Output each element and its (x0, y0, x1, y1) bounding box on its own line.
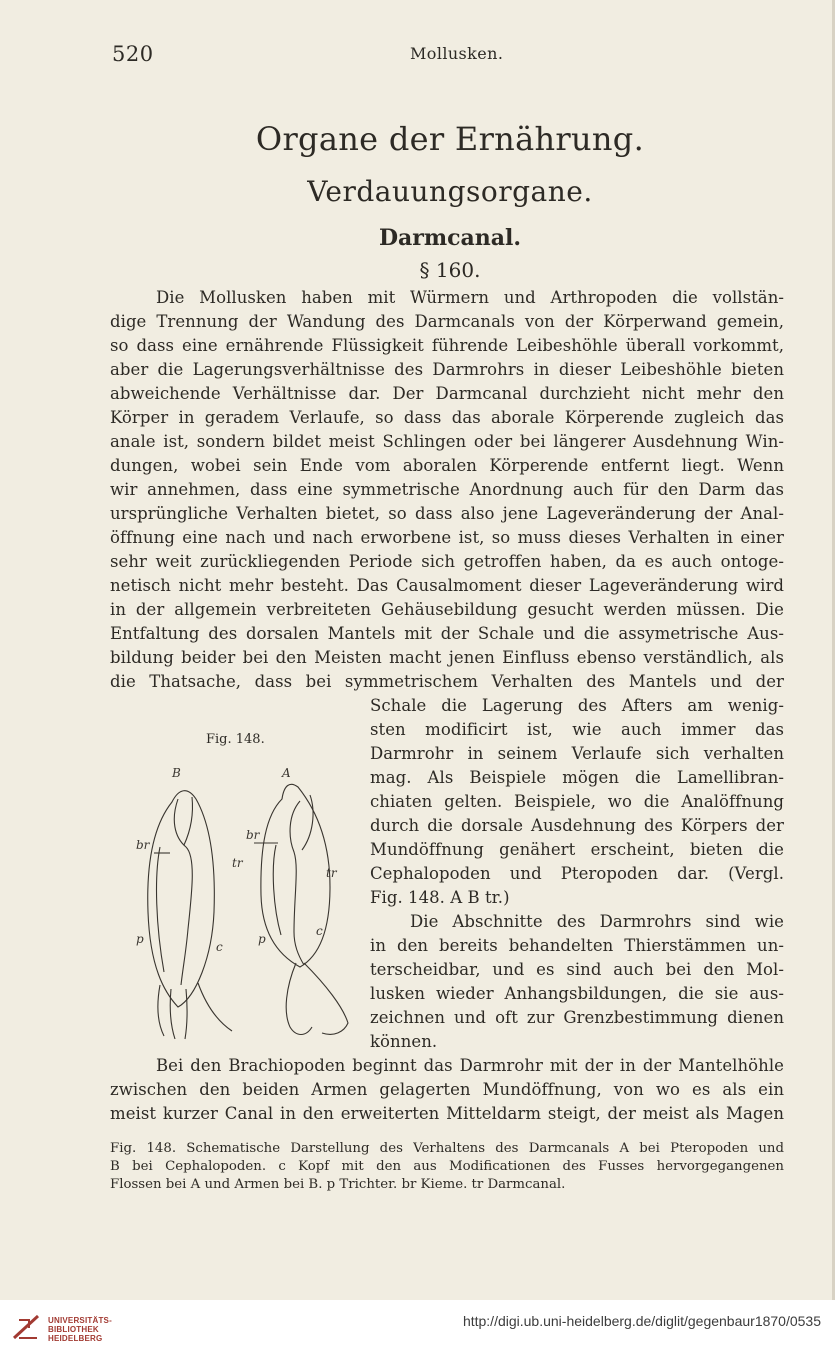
figure-label-c-right: c (316, 924, 323, 938)
logo-text-line: UNIVERSITÄTS- (48, 1316, 112, 1325)
body-line: dige Trennung der Wandung des Darmcanals von der Körperwand gemein, (110, 312, 784, 331)
figure-label-p-left: p (136, 932, 144, 946)
main-heading: Organe der Ernährung. (255, 120, 645, 158)
side-line: Cephalopoden und Pteropoden dar. (Vergl. (370, 864, 784, 883)
side-line: in den bereits behandelten Thierstämmen un- (370, 936, 784, 955)
body-line: Die Mollusken haben mit Würmern und Arthropoden die vollstän- (156, 288, 784, 307)
body-line: so dass eine ernährende Flüssigkeit führende Leibeshöhle überall vorkommt, (110, 336, 784, 355)
figure-label: Fig. 148. (206, 732, 265, 747)
figure-b-inner-contour (157, 847, 164, 972)
figure-a-intestine-inner (302, 795, 313, 850)
figure-b-arm-1 (158, 985, 164, 1036)
figure-label-a: A (282, 766, 291, 780)
figure-148-illustration (136, 757, 374, 1041)
figure-caption-line: Fig. 148. Schematische Darstellung des Verhaltens des Darmcanals A bei Pteropoden und (110, 1141, 784, 1156)
figure-b-arm-2 (170, 989, 175, 1039)
figure-label-tr-left: tr (232, 856, 243, 870)
logo-text-line: HEIDELBERG (48, 1334, 103, 1343)
figure-b-arm-4 (198, 983, 232, 1031)
body-line: die Thatsache, dass bei symmetrischem Verhalten des Mantels und der (110, 672, 784, 691)
body-line: netisch nicht mehr besteht. Das Causalmoment dieser Lageveränderung wird (110, 576, 784, 595)
body-line: Körper in geradem Verlaufe, so dass das aborale Körperende zugleich das (110, 408, 784, 427)
figure-label-tr-right: tr (326, 866, 337, 880)
figure-b-body-outline (148, 791, 215, 1007)
running-title: Mollusken. (410, 44, 504, 63)
side-line: chiaten gelten. Beispiele, wo die Analöffnung (370, 792, 784, 811)
body-line: dungen, wobei sein Ende vom aboralen Körperende entfernt liegt. Wenn (110, 456, 784, 475)
side-line: terscheidbar, und es sind auch bei den Mol- (370, 960, 784, 979)
body-line: ursprüngliche Verhalten bietet, so dass also jene Lageveränderung der Anal- (110, 504, 784, 523)
figure-caption-line: B bei Cephalopoden. c Kopf mit den aus Modificationen des Fusses hervorgegangenen (110, 1159, 784, 1174)
side-line: Die Abschnitte des Darmrohrs sind wie (410, 912, 784, 931)
body-line: sehr weit zurückliegenden Periode sich getroffen haben, da es auch ontoge- (110, 552, 784, 571)
figure-label-c-left: c (216, 940, 223, 954)
side-line: Schale die Lagerung des Afters am wenig- (370, 696, 784, 715)
side-line: mag. Als Beispiele mögen die Lamellibran- (370, 768, 784, 787)
body-line: meist kurzer Canal in den erweiterten Mitteldarm steigt, der meist als Magen (110, 1104, 784, 1123)
side-line: Mundöffnung genähert erscheint, bieten die (370, 840, 784, 859)
figure-b-intestine (174, 799, 192, 985)
side-line: lusken wieder Anhangsbildungen, die sie aus- (370, 984, 784, 1003)
body-line: wir annehmen, dass eine symmetrische Anordnung auch für den Darm das (110, 480, 784, 499)
section-heading: Verdauungsorgane. (307, 175, 593, 208)
figure-a-fin-left (286, 963, 312, 1035)
library-logo-icon (10, 1311, 42, 1343)
footer-bar (0, 1300, 835, 1361)
body-line: anale ist, sondern bildet meist Schlingen oder bei längerer Ausdehnung Win- (110, 432, 784, 451)
figure-a-body-outline (261, 784, 330, 967)
logo-text-line: BIBLIOTHEK (48, 1325, 99, 1334)
figure-b-arm-3 (185, 989, 187, 1039)
body-line: bildung beider bei den Meisten macht jenen Einfluss ebenso verständlich, als (110, 648, 784, 667)
side-line: Fig. 148. A B tr.) (370, 888, 510, 907)
library-logo-text (48, 1316, 112, 1343)
source-url: http://digi.ub.uni-heidelberg.de/diglit/gegenbaur1870/0535 (462, 1313, 821, 1329)
body-line: Bei den Brachiopoden beginnt das Darmrohr mit der in der Mantelhöhle (156, 1056, 784, 1075)
side-line: zeichnen und oft zur Grenzbestimmung dienen (370, 1008, 784, 1027)
figure-label-br-left: br (136, 838, 150, 852)
paragraph-number: § 160. (419, 258, 481, 282)
figure-a-inner-contour (273, 845, 281, 935)
side-line: sten modificirt ist, wie auch immer das (370, 720, 784, 739)
figure-label-b: B (172, 766, 181, 780)
figure-caption-line: Flossen bei A und Armen bei B. p Trichter. br Kieme. tr Darmcanal. (110, 1177, 566, 1192)
body-line: zwischen den beiden Armen gelagerten Mundöffnung, von wo es als ein (110, 1080, 784, 1099)
subsection-heading: Darmcanal. (378, 225, 522, 251)
figure-b-intestine-inner (184, 797, 193, 845)
body-line: aber die Lagerungsverhältnisse des Darmrohrs in dieser Leibeshöhle bieten (110, 360, 784, 379)
figure-a-fin-right (304, 963, 348, 1034)
figure-label-br-right: br (246, 828, 260, 842)
body-line: Entfaltung des dorsalen Mantels mit der Schale und die assymetrische Aus- (110, 624, 784, 643)
body-line: öffnung eine nach und nach erworbene ist, so muss dieses Verhalten in einer (110, 528, 784, 547)
body-line: abweichende Verhältnisse dar. Der Darmcanal durchzieht nicht mehr den (110, 384, 784, 403)
side-line: Darmrohr in seinem Verlaufe sich verhalten (370, 744, 784, 763)
figure-label-p-right: p (258, 932, 266, 946)
body-line: in der allgemein verbreiteten Gehäusebildung gesucht werden müssen. Die (110, 600, 784, 619)
side-line: können. (370, 1032, 438, 1051)
side-line: durch die dorsale Ausdehnung des Körpers der (370, 816, 784, 835)
figure-a-intestine (290, 801, 304, 965)
page-number: 520 (112, 42, 154, 66)
